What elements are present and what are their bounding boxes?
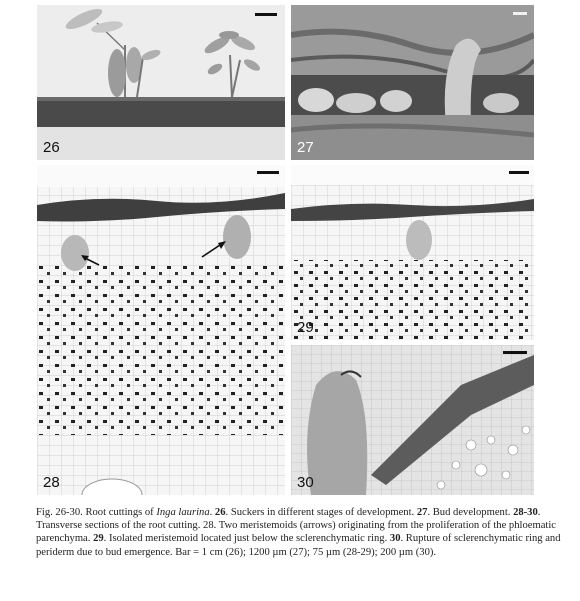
figure-caption — [36, 506, 562, 559]
caption-sep: . — [209, 507, 215, 518]
panel-label-26: 26 — [43, 139, 60, 156]
caption-text-30: . Rupture of sclerenchymatic ring and periderm due to bud emergence. Bar = 1 cm (26); 1200 µm (27); 75 µm (28-29); 200 µm (30). — [36, 533, 561, 558]
panel-label-29: 29 — [297, 319, 314, 336]
caption-ref-26: 26 — [214, 507, 226, 518]
caption-ref-29: 29 — [93, 533, 104, 545]
caption-ref-30: 30 — [389, 533, 401, 545]
caption-text-29: . Isolated meristemoid located just below the sclerenchymatic ring. — [103, 533, 390, 545]
figure-panel-28 — [37, 165, 285, 495]
caption-text-27: . Bud development. — [427, 507, 514, 518]
bud-photo — [291, 5, 534, 160]
transverse-section-29 — [291, 165, 534, 340]
suckers-photo — [37, 5, 285, 160]
panel-label-28: 28 — [43, 474, 60, 491]
panel-label-27: 27 — [297, 139, 314, 156]
figure-panel-29 — [291, 165, 534, 340]
caption-ref-27: 27 — [416, 507, 428, 518]
panel-label-30: 30 — [297, 474, 314, 491]
figure-panel-27 — [291, 5, 534, 160]
caption-ref-28-30: 28-30 — [513, 507, 538, 518]
caption-lead: Fig. 26-30. Root cuttings of — [36, 507, 157, 518]
figure-panel-26 — [37, 5, 285, 160]
transverse-section-28 — [37, 165, 285, 495]
caption-text-28-30: . Transverse sections of the root cutting. 28. Two meristemoids (arrows) originating from the proliferation of the phloematic parenchyma. — [36, 507, 557, 545]
figure-panel-30 — [291, 345, 534, 495]
caption-text-26: . Suckers in different stages of development. — [225, 507, 417, 518]
transverse-section-30 — [291, 345, 534, 495]
caption-species: Inga laurina — [156, 507, 210, 518]
